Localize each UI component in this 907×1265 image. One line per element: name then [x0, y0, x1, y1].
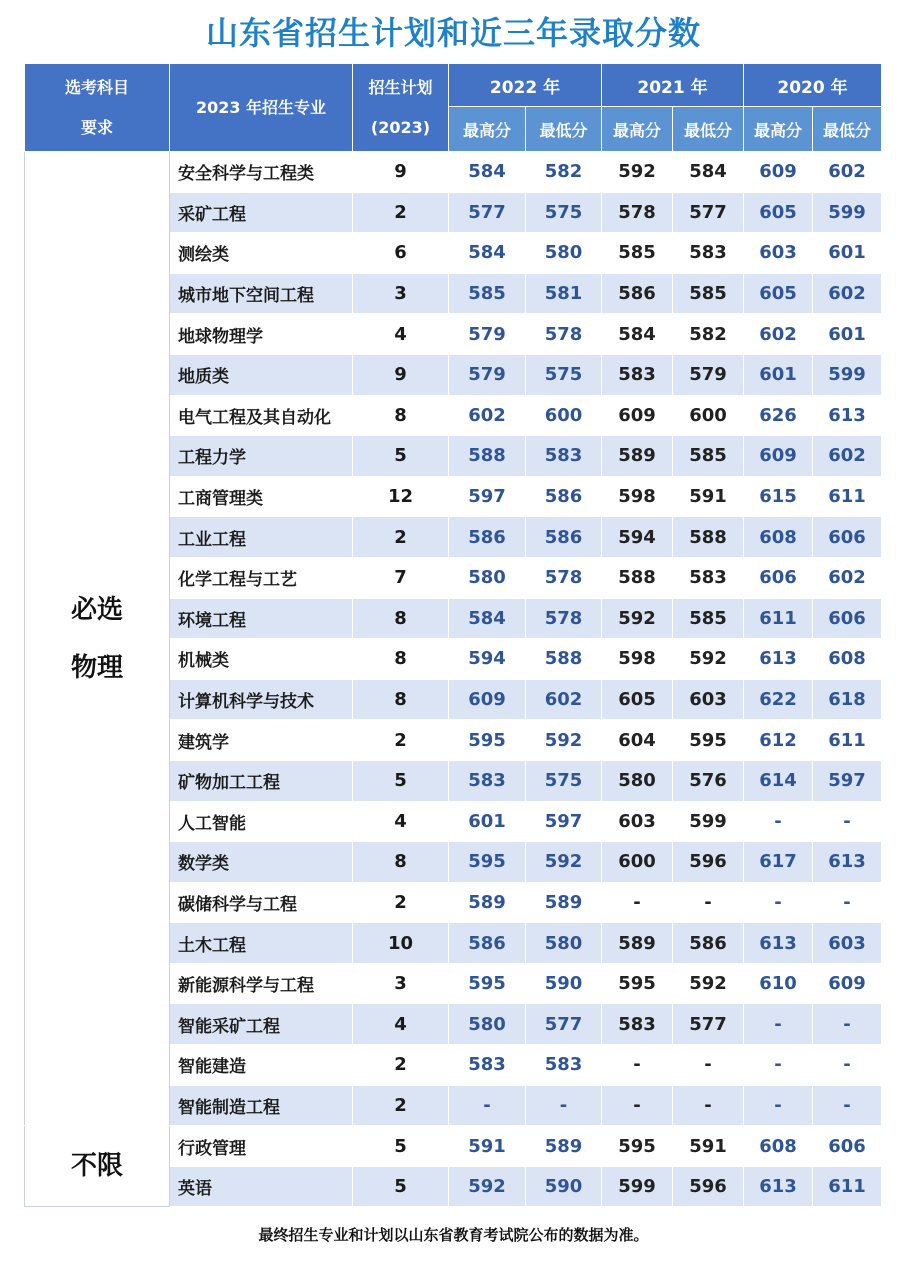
score-max-2020-cell: 605 — [744, 273, 813, 314]
major-name-cell: 测绘类 — [170, 233, 353, 274]
score-max-2022-cell: 594 — [449, 639, 526, 680]
score-max-2020-cell: 613 — [744, 1166, 813, 1207]
plan-count-cell: 2 — [353, 192, 449, 233]
plan-count-cell: 6 — [353, 233, 449, 274]
header-subject-requirement — [25, 64, 170, 152]
plan-count-cell: 9 — [353, 354, 449, 395]
score-max-2020-cell: - — [744, 882, 813, 923]
plan-count-cell: 7 — [353, 557, 449, 598]
score-min-2021-cell: 603 — [673, 679, 744, 720]
score-min-2021-cell: 591 — [673, 1126, 744, 1167]
score-min-2021-cell: 579 — [673, 354, 744, 395]
score-max-2021-cell: 595 — [602, 963, 673, 1004]
score-min-2021-cell: 585 — [673, 436, 744, 477]
score-min-2021-cell: 591 — [673, 476, 744, 517]
score-max-2020-cell: 603 — [744, 233, 813, 274]
score-min-2021-cell: - — [673, 1085, 744, 1126]
score-min-2022-cell: 578 — [526, 557, 602, 598]
score-min-2021-cell: - — [673, 882, 744, 923]
score-min-2021-cell: 592 — [673, 963, 744, 1004]
score-min-2020-cell: 613 — [813, 842, 882, 883]
header-major: 2023 年招生专业 — [170, 64, 353, 152]
score-max-2021-cell: 585 — [602, 233, 673, 274]
header-year-2021: 2021 年 — [602, 64, 744, 107]
subject-group-cell — [25, 1126, 170, 1207]
major-name-cell: 土木工程 — [170, 923, 353, 964]
score-max-2021-cell: 580 — [602, 760, 673, 801]
score-min-2022-cell: 602 — [526, 679, 602, 720]
score-min-2021-cell: 577 — [673, 1004, 744, 1045]
major-name-cell: 智能采矿工程 — [170, 1004, 353, 1045]
score-min-2021-cell: 592 — [673, 639, 744, 680]
score-min-2022-cell: 592 — [526, 720, 602, 761]
plan-count-cell: 2 — [353, 720, 449, 761]
score-max-2021-cell: 589 — [602, 436, 673, 477]
header-plan — [353, 64, 449, 152]
major-name-cell: 计算机科学与技术 — [170, 679, 353, 720]
major-name-cell: 人工智能 — [170, 801, 353, 842]
score-max-2020-cell: 614 — [744, 760, 813, 801]
score-min-2022-cell: 582 — [526, 152, 602, 193]
major-name-cell: 城市地下空间工程 — [170, 273, 353, 314]
header-subject-line1: 选考科目 — [64, 77, 129, 97]
score-max-2022-cell: 592 — [449, 1166, 526, 1207]
score-max-2020-cell: - — [744, 1004, 813, 1045]
score-max-2021-cell: 603 — [602, 801, 673, 842]
score-min-2020-cell: 599 — [813, 192, 882, 233]
score-max-2020-cell: 608 — [744, 517, 813, 558]
score-min-2022-cell: 586 — [526, 517, 602, 558]
score-min-2022-cell: 580 — [526, 923, 602, 964]
score-max-2021-cell: 609 — [602, 395, 673, 436]
score-max-2020-cell: 622 — [744, 679, 813, 720]
score-min-2020-cell: 599 — [813, 354, 882, 395]
score-min-2021-cell: 585 — [673, 598, 744, 639]
subject-group-line1: 必选 — [70, 594, 123, 625]
score-max-2020-cell: 617 — [744, 842, 813, 883]
score-max-2022-cell: 579 — [449, 314, 526, 355]
score-min-2021-cell: 588 — [673, 517, 744, 558]
score-max-2022-cell: 591 — [449, 1126, 526, 1167]
score-min-2021-cell: 576 — [673, 760, 744, 801]
score-max-2022-cell: 584 — [449, 598, 526, 639]
score-min-2021-cell: 583 — [673, 233, 744, 274]
score-min-2021-cell: 599 — [673, 801, 744, 842]
score-min-2020-cell: 602 — [813, 273, 882, 314]
major-name-cell: 行政管理 — [170, 1126, 353, 1167]
score-max-2021-cell: 583 — [602, 1004, 673, 1045]
score-max-2021-cell: 592 — [602, 152, 673, 193]
major-name-cell: 数学类 — [170, 842, 353, 883]
score-max-2022-cell: 586 — [449, 923, 526, 964]
score-max-2022-cell: 589 — [449, 882, 526, 923]
major-name-cell: 碳储科学与工程 — [170, 882, 353, 923]
score-min-2020-cell: 609 — [813, 963, 882, 1004]
score-max-2021-cell: - — [602, 1085, 673, 1126]
major-name-cell: 电气工程及其自动化 — [170, 395, 353, 436]
plan-count-cell: 3 — [353, 963, 449, 1004]
score-max-2021-cell: 592 — [602, 598, 673, 639]
score-max-2022-cell: 595 — [449, 963, 526, 1004]
score-min-2020-cell: 611 — [813, 720, 882, 761]
score-min-2022-cell: 578 — [526, 314, 602, 355]
score-min-2022-cell: 597 — [526, 801, 602, 842]
header-subject-line2: 要求 — [80, 117, 113, 137]
plan-count-cell: 2 — [353, 1085, 449, 1126]
score-max-2021-cell: 599 — [602, 1166, 673, 1207]
major-name-cell: 环境工程 — [170, 598, 353, 639]
score-min-2020-cell: - — [813, 1004, 882, 1045]
score-min-2020-cell: 606 — [813, 598, 882, 639]
plan-count-cell: 12 — [353, 476, 449, 517]
score-min-2022-cell: 590 — [526, 1166, 602, 1207]
major-name-cell: 智能建造 — [170, 1045, 353, 1086]
score-max-2022-cell: 584 — [449, 233, 526, 274]
header-min-2021: 最低分 — [673, 107, 744, 152]
plan-count-cell: 8 — [353, 639, 449, 680]
plan-count-cell: 8 — [353, 842, 449, 883]
score-max-2022-cell: 595 — [449, 720, 526, 761]
score-min-2020-cell: 606 — [813, 1126, 882, 1167]
score-max-2022-cell: 588 — [449, 436, 526, 477]
score-max-2022-cell: 595 — [449, 842, 526, 883]
subject-group-line2: 物理 — [70, 652, 123, 683]
score-max-2022-cell: 585 — [449, 273, 526, 314]
score-max-2021-cell: 586 — [602, 273, 673, 314]
score-max-2020-cell: - — [744, 801, 813, 842]
major-name-cell: 矿物加工工程 — [170, 760, 353, 801]
score-min-2021-cell: 585 — [673, 273, 744, 314]
score-min-2020-cell: - — [813, 1045, 882, 1086]
plan-count-cell: 2 — [353, 882, 449, 923]
score-min-2020-cell: 602 — [813, 557, 882, 598]
score-min-2021-cell: 600 — [673, 395, 744, 436]
score-max-2022-cell: 580 — [449, 557, 526, 598]
score-min-2020-cell: - — [813, 801, 882, 842]
score-max-2021-cell: 604 — [602, 720, 673, 761]
plan-count-cell: 4 — [353, 801, 449, 842]
score-max-2021-cell: 589 — [602, 923, 673, 964]
score-max-2021-cell: 578 — [602, 192, 673, 233]
score-max-2021-cell: 600 — [602, 842, 673, 883]
score-max-2020-cell: 615 — [744, 476, 813, 517]
score-max-2021-cell: 583 — [602, 354, 673, 395]
score-max-2022-cell: 583 — [449, 760, 526, 801]
score-min-2022-cell: 583 — [526, 436, 602, 477]
score-min-2022-cell: 581 — [526, 273, 602, 314]
score-min-2020-cell: 597 — [813, 760, 882, 801]
score-min-2022-cell: 577 — [526, 1004, 602, 1045]
major-name-cell: 采矿工程 — [170, 192, 353, 233]
score-max-2020-cell: 626 — [744, 395, 813, 436]
score-max-2021-cell: - — [602, 1045, 673, 1086]
major-name-cell: 机械类 — [170, 639, 353, 680]
major-name-cell: 工程力学 — [170, 436, 353, 477]
score-min-2020-cell: 606 — [813, 517, 882, 558]
header-year-2020: 2020 年 — [744, 64, 882, 107]
score-min-2022-cell: 588 — [526, 639, 602, 680]
plan-count-cell: 5 — [353, 1166, 449, 1207]
score-max-2020-cell: - — [744, 1045, 813, 1086]
score-max-2020-cell: 609 — [744, 436, 813, 477]
score-min-2021-cell: 586 — [673, 923, 744, 964]
score-min-2020-cell: 613 — [813, 395, 882, 436]
score-min-2021-cell: 583 — [673, 557, 744, 598]
plan-count-cell: 5 — [353, 436, 449, 477]
page-title: 山东省招生计划和近三年录取分数 — [205, 14, 701, 52]
score-min-2021-cell: 596 — [673, 842, 744, 883]
header-plan-line2: (2023) — [370, 117, 431, 137]
score-min-2022-cell: 589 — [526, 1126, 602, 1167]
score-max-2020-cell: 609 — [744, 152, 813, 193]
table-row — [25, 1126, 882, 1167]
score-max-2020-cell: 610 — [744, 963, 813, 1004]
score-max-2020-cell: 612 — [744, 720, 813, 761]
score-min-2022-cell: - — [526, 1085, 602, 1126]
subject-group-line1: 不限 — [70, 1151, 123, 1182]
score-max-2022-cell: 579 — [449, 354, 526, 395]
plan-count-cell: 3 — [353, 273, 449, 314]
plan-count-cell: 10 — [353, 923, 449, 964]
score-max-2022-cell: 577 — [449, 192, 526, 233]
score-min-2020-cell: 601 — [813, 314, 882, 355]
header-max-2020: 最高分 — [744, 107, 813, 152]
score-min-2021-cell: 582 — [673, 314, 744, 355]
score-max-2022-cell: 583 — [449, 1045, 526, 1086]
score-max-2022-cell: 597 — [449, 476, 526, 517]
header-year-2022: 2022 年 — [449, 64, 602, 107]
header-max-2022: 最高分 — [449, 107, 526, 152]
score-max-2021-cell: - — [602, 882, 673, 923]
score-min-2020-cell: 601 — [813, 233, 882, 274]
score-max-2021-cell: 588 — [602, 557, 673, 598]
score-min-2021-cell: 595 — [673, 720, 744, 761]
header-max-2021: 最高分 — [602, 107, 673, 152]
score-min-2022-cell: 592 — [526, 842, 602, 883]
score-min-2022-cell: 578 — [526, 598, 602, 639]
score-max-2021-cell: 605 — [602, 679, 673, 720]
table-row — [25, 152, 882, 193]
major-name-cell: 地球物理学 — [170, 314, 353, 355]
score-max-2020-cell: 606 — [744, 557, 813, 598]
footer-note: 最终招生专业和计划以山东省教育考试院公布的数据为准。 — [258, 1226, 649, 1244]
major-name-cell: 化学工程与工艺 — [170, 557, 353, 598]
score-max-2020-cell: 613 — [744, 639, 813, 680]
major-name-cell: 建筑学 — [170, 720, 353, 761]
score-max-2022-cell: 601 — [449, 801, 526, 842]
plan-count-cell: 2 — [353, 1045, 449, 1086]
score-max-2022-cell: 602 — [449, 395, 526, 436]
score-max-2020-cell: 602 — [744, 314, 813, 355]
plan-count-cell: 9 — [353, 152, 449, 193]
score-min-2021-cell: 596 — [673, 1166, 744, 1207]
score-max-2021-cell: 598 — [602, 476, 673, 517]
score-min-2022-cell: 586 — [526, 476, 602, 517]
score-max-2020-cell: 605 — [744, 192, 813, 233]
major-name-cell: 地质类 — [170, 354, 353, 395]
score-min-2022-cell: 575 — [526, 192, 602, 233]
score-min-2020-cell: 618 — [813, 679, 882, 720]
plan-count-cell: 8 — [353, 395, 449, 436]
score-min-2020-cell: 611 — [813, 476, 882, 517]
score-max-2020-cell: 611 — [744, 598, 813, 639]
score-min-2022-cell: 575 — [526, 760, 602, 801]
plan-count-cell: 2 — [353, 517, 449, 558]
header-min-2022: 最低分 — [526, 107, 602, 152]
score-min-2022-cell: 583 — [526, 1045, 602, 1086]
score-max-2022-cell: 584 — [449, 152, 526, 193]
score-max-2021-cell: 595 — [602, 1126, 673, 1167]
subject-group-cell — [25, 152, 170, 1126]
plan-count-cell: 8 — [353, 598, 449, 639]
score-max-2022-cell: 580 — [449, 1004, 526, 1045]
score-max-2022-cell: 609 — [449, 679, 526, 720]
header-min-2020: 最低分 — [813, 107, 882, 152]
score-max-2021-cell: 594 — [602, 517, 673, 558]
major-name-cell: 智能制造工程 — [170, 1085, 353, 1126]
score-max-2020-cell: 608 — [744, 1126, 813, 1167]
score-max-2022-cell: 586 — [449, 517, 526, 558]
major-name-cell: 新能源科学与工程 — [170, 963, 353, 1004]
score-min-2020-cell: 608 — [813, 639, 882, 680]
score-min-2020-cell: 603 — [813, 923, 882, 964]
major-name-cell: 安全科学与工程类 — [170, 152, 353, 193]
score-max-2020-cell: 613 — [744, 923, 813, 964]
score-min-2020-cell: 602 — [813, 436, 882, 477]
score-min-2020-cell: - — [813, 882, 882, 923]
score-max-2020-cell: - — [744, 1085, 813, 1126]
score-min-2020-cell: - — [813, 1085, 882, 1126]
plan-count-cell: 5 — [353, 1126, 449, 1167]
score-min-2022-cell: 575 — [526, 354, 602, 395]
score-min-2021-cell: - — [673, 1045, 744, 1086]
score-max-2022-cell: - — [449, 1085, 526, 1126]
major-name-cell: 工商管理类 — [170, 476, 353, 517]
score-min-2022-cell: 600 — [526, 395, 602, 436]
score-max-2021-cell: 598 — [602, 639, 673, 680]
header-plan-line1: 招生计划 — [368, 77, 433, 97]
score-min-2021-cell: 577 — [673, 192, 744, 233]
score-min-2021-cell: 584 — [673, 152, 744, 193]
score-min-2022-cell: 590 — [526, 963, 602, 1004]
score-max-2021-cell: 584 — [602, 314, 673, 355]
score-max-2020-cell: 601 — [744, 354, 813, 395]
score-min-2020-cell: 602 — [813, 152, 882, 193]
plan-count-cell: 5 — [353, 760, 449, 801]
plan-count-cell: 8 — [353, 679, 449, 720]
admission-table — [24, 63, 882, 1207]
major-name-cell: 工业工程 — [170, 517, 353, 558]
score-min-2020-cell: 611 — [813, 1166, 882, 1207]
score-min-2022-cell: 580 — [526, 233, 602, 274]
major-name-cell: 英语 — [170, 1166, 353, 1207]
plan-count-cell: 4 — [353, 314, 449, 355]
score-min-2022-cell: 589 — [526, 882, 602, 923]
plan-count-cell: 4 — [353, 1004, 449, 1045]
